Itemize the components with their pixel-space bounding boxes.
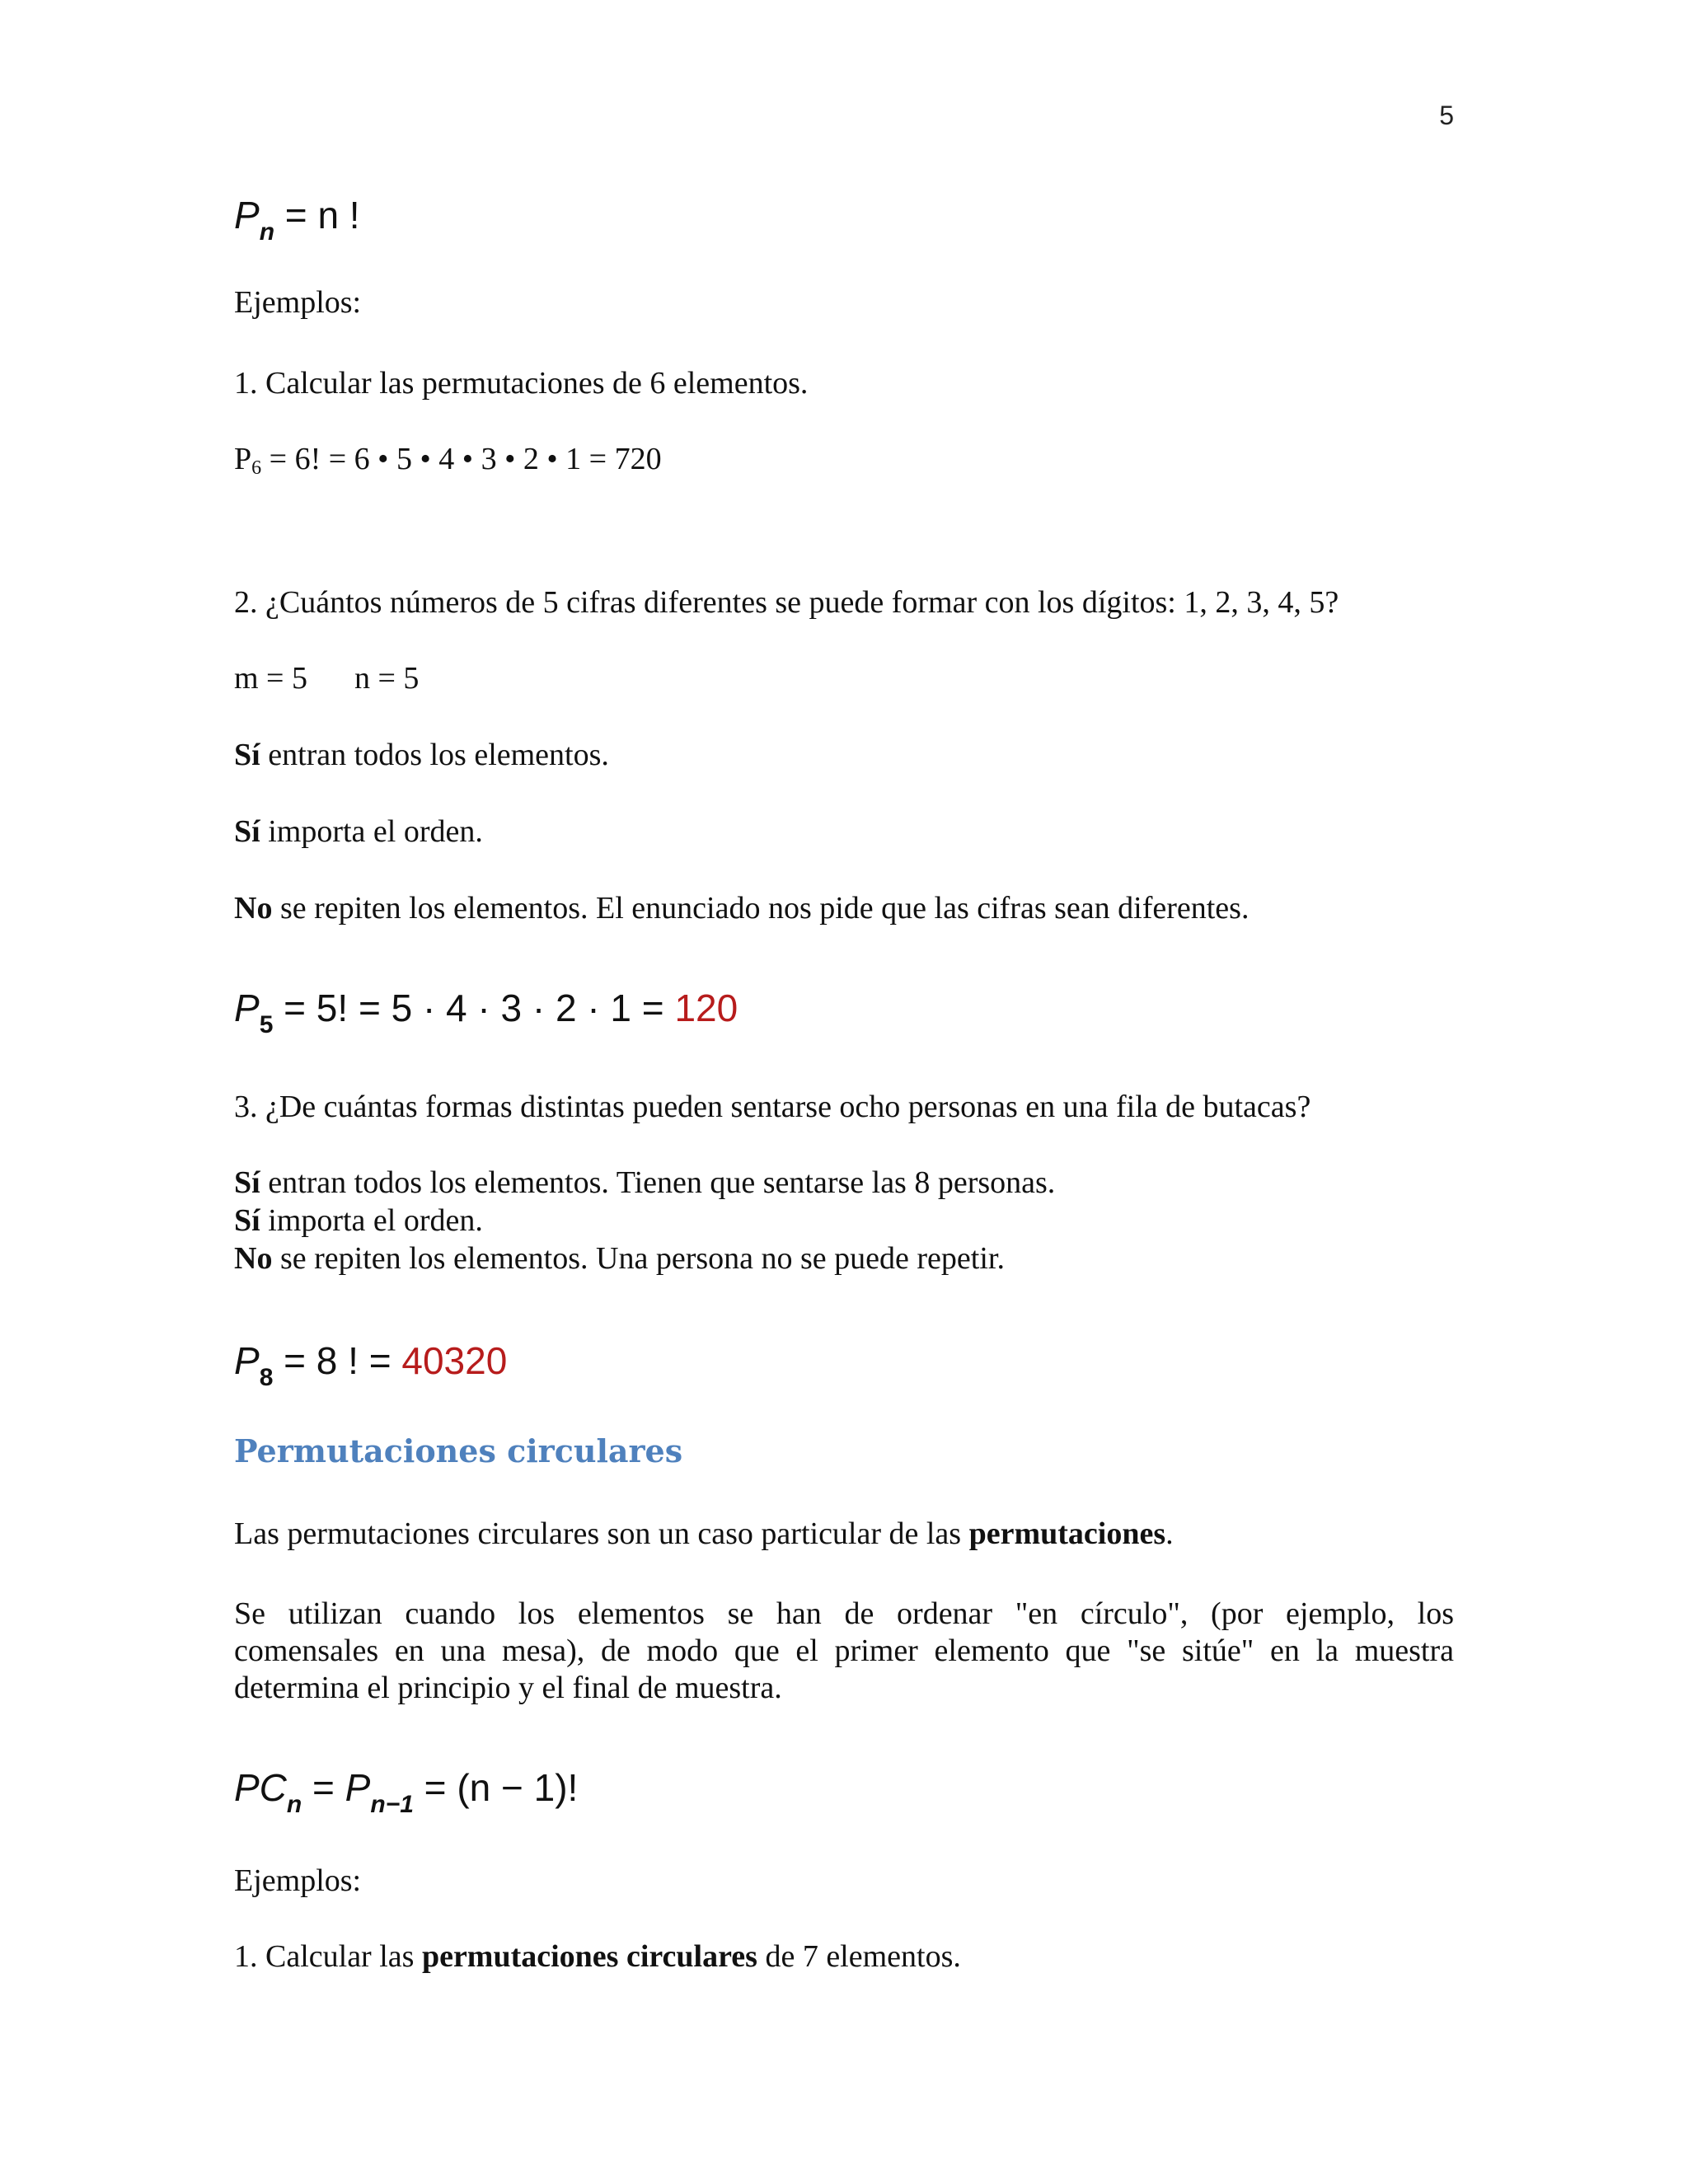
circular-example-1 <box>234 1941 961 1972</box>
intro-text: Las permutaciones circulares son un caso particular de las <box>234 1516 969 1551</box>
bold-word: Sí <box>234 738 260 772</box>
example-2-question: 2. ¿Cuántos números de 5 cifras diferentes se puede formar con los dígitos: 1, 2, 3, 4, 5? <box>234 585 1339 620</box>
formula-symbol-pc: PC <box>234 1766 287 1809</box>
formula-symbol: P <box>234 1339 260 1382</box>
formula-rhs: = n ! <box>284 194 360 237</box>
example-3-question: 3. ¿De cuántas formas distintas pueden sentarse ocho personas en una fila de butacas? <box>234 1090 1311 1124</box>
example-text: 1. Calcular las <box>234 1939 422 1974</box>
section-heading: Permutaciones circulares <box>234 1432 683 1469</box>
line-text: entran todos los elementos. <box>260 738 609 772</box>
paragraph-line-3: determina el principio y el final de muestra. <box>234 1671 782 1705</box>
example-bold: permutaciones circulares <box>421 1939 757 1974</box>
bold-word: Sí <box>234 1203 260 1238</box>
formula-permutation <box>234 196 360 245</box>
paragraph-line-2: comensales en una mesa), de modo que el primer elemento que "se sitúe" en la muestra <box>234 1633 1454 1668</box>
formula-subscript-n-minus-1: n−1 <box>370 1791 414 1818</box>
intro-bold: permutaciones <box>968 1516 1166 1551</box>
example-2-formula <box>234 989 738 1038</box>
example-3-line-1 <box>234 1164 1055 1202</box>
line-text: importa el orden. <box>260 1203 483 1238</box>
example-2-line-1 <box>234 739 609 771</box>
bold-word: No <box>234 891 273 926</box>
line-text: se repiten los elementos. El enunciado nos pide que las cifras sean diferentes. <box>272 891 1250 926</box>
example-3-line-2 <box>234 1202 1055 1240</box>
answer-rhs: = 6! = 6 • 5 • 4 • 3 • 2 • 1 = 720 <box>261 442 662 476</box>
formula-rhs: = (n − 1)! <box>424 1766 579 1809</box>
example-3-formula <box>234 1339 508 1391</box>
line-text: importa el orden. <box>260 814 483 849</box>
answer-subscript: 6 <box>251 457 262 479</box>
formula-subscript: 5 <box>259 1011 274 1038</box>
intro-paragraph <box>234 1518 1174 1549</box>
example-text-end: de 7 elementos. <box>757 1939 961 1974</box>
paragraph-line-1: Se utilizan cuando los elementos se han de ordenar "en círculo", (por ejemplo, los <box>234 1596 1454 1631</box>
example-2-line-3 <box>234 893 1249 924</box>
formula-result: 120 <box>674 987 738 1029</box>
page-number: 5 <box>1439 101 1454 130</box>
ejemplos-heading: Ejemplos: <box>234 285 362 320</box>
formula-equals: = <box>312 1766 335 1809</box>
line-text: se repiten los elementos. Una persona no se puede repetir. <box>272 1241 1005 1276</box>
formula-subscript: n <box>259 218 275 246</box>
example-3-line-3 <box>234 1240 1055 1277</box>
formula-middle: = 5! = 5 · 4 · 3 · 2 · 1 = <box>284 987 664 1029</box>
formula-symbol-p: P <box>345 1766 371 1809</box>
circular-formula <box>234 1766 579 1818</box>
formula-result: 40320 <box>401 1339 508 1382</box>
example-1-answer <box>234 443 662 478</box>
intro-end: . <box>1165 1516 1174 1551</box>
example-3-lines <box>234 1164 1055 1277</box>
formula-subscript: 8 <box>259 1364 274 1391</box>
bold-word: Sí <box>234 814 260 849</box>
bold-word: Sí <box>234 1165 260 1200</box>
answer-symbol: P <box>234 442 252 476</box>
bold-word: No <box>234 1241 273 1276</box>
description-paragraph <box>234 1596 1454 1707</box>
formula-symbol: P <box>234 987 260 1029</box>
ejemplos-heading-2: Ejemplos: <box>234 1863 362 1898</box>
formula-subscript-n: n <box>286 1791 302 1818</box>
formula-symbol: P <box>234 194 260 237</box>
example-2-line-2 <box>234 816 483 847</box>
example-1-question: 1. Calcular las permutaciones de 6 elementos. <box>234 366 809 401</box>
line-text: entran todos los elementos. Tienen que sentarse las 8 personas. <box>260 1165 1056 1200</box>
formula-middle: = 8 ! = <box>284 1339 392 1382</box>
example-2-mn: m = 5 n = 5 <box>234 661 420 696</box>
